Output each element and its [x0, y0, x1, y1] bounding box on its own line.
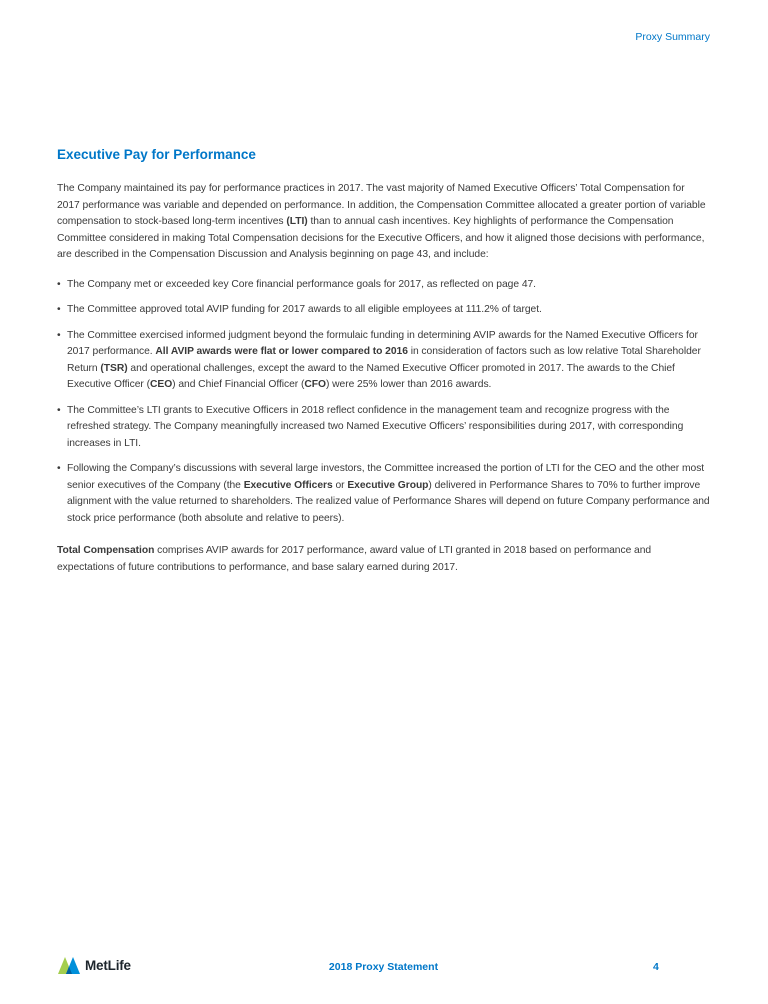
- page-footer: [57, 956, 710, 978]
- footer-page-number: 4: [653, 961, 659, 973]
- bullet-text: The Committee’s LTI grants to Executive Officers in 2018 reflect confidence in the management team and recognize progress with the refreshed strategy. The Company meaningfully increased two Named Executive Officers’ responsibilities during 2017, with corresponding increases in LTI.: [67, 404, 684, 449]
- intro-paragraph: The Company maintained its pay for performance practices in 2017. The vast majority of Named Executive Officers’ Total Compensation for 2017 performance was variable and depended on performance. In addition, the Compensation Committee allocated a greater portion of variable compensation to stock-based long-term incentives (LTI) than to annual cash incentives. Key highlights of performance the Compensation Committee considered in making Total Compensation decisions for the Executive Officers, and how it aligned those decisions with performance, are described in the Compensation Discussion and Analysis beginning on page 43, and include:: [57, 183, 706, 260]
- bullet-item: [57, 277, 710, 294]
- bullet-glyph: •: [57, 278, 61, 290]
- bullet-list: [57, 277, 710, 528]
- bullet-glyph: •: [57, 329, 61, 341]
- bullet-item: [57, 461, 710, 527]
- footer-document-title: 2018 Proxy Statement: [328, 961, 439, 973]
- bullet-glyph: •: [57, 304, 61, 315]
- bullet-text: Following the Company’s discussions with several large investors, the Committee increased the portion of LTI for the CEO and the other most senior executives of the Company (the Executive Officers or Executive Group) delivered in Performance Shares to 70% to further improve alignment with the value returned to shareholders. The realized value of Performance Shares will depend on future Company performance and stock price performance (both absolute and relative to peers).: [67, 463, 710, 524]
- bullet-text: The Company met or exceeded key Core financial performance goals for 2017, as reflected on page 47.: [67, 278, 536, 290]
- metlife-wordmark: MetLife: [85, 957, 131, 973]
- bullet-glyph: •: [57, 404, 61, 416]
- closing-paragraph: Total Compensation comprises AVIP awards for 2017 performance, award value of LTI granted in 2018 based on performance and expectations of future contributions to performance, and base salary earned during 2017.: [57, 545, 652, 573]
- header-section-label: Proxy Summary: [635, 31, 710, 43]
- page-header: [57, 27, 710, 45]
- bullet-text: The Committee approved total AVIP funding for 2017 awards to all eligible employees at 111.2% of target.: [67, 304, 542, 315]
- content-area: [57, 147, 710, 576]
- bullet-item: [57, 328, 710, 394]
- bullet-text: The Committee exercised informed judgment beyond the formulaic funding in determining AVIP awards for the Named Executive Officers for 2017 performance. All AVIP awards were flat or lower compared to 2016 in consideration of factors such as low relative Total Shareholder Return (TSR) and operational challenges, except the award to the Named Executive Officer promoted in 2017. The awards to the Chief Executive Officer (CEO) and Chief Financial Officer (CFO) were 25% lower than 2016 awards.: [67, 329, 701, 390]
- bullet-item: [57, 302, 710, 319]
- bullet-glyph: •: [57, 463, 61, 474]
- bullet-item: [57, 403, 710, 453]
- section-title: Executive Pay for Performance: [57, 147, 256, 162]
